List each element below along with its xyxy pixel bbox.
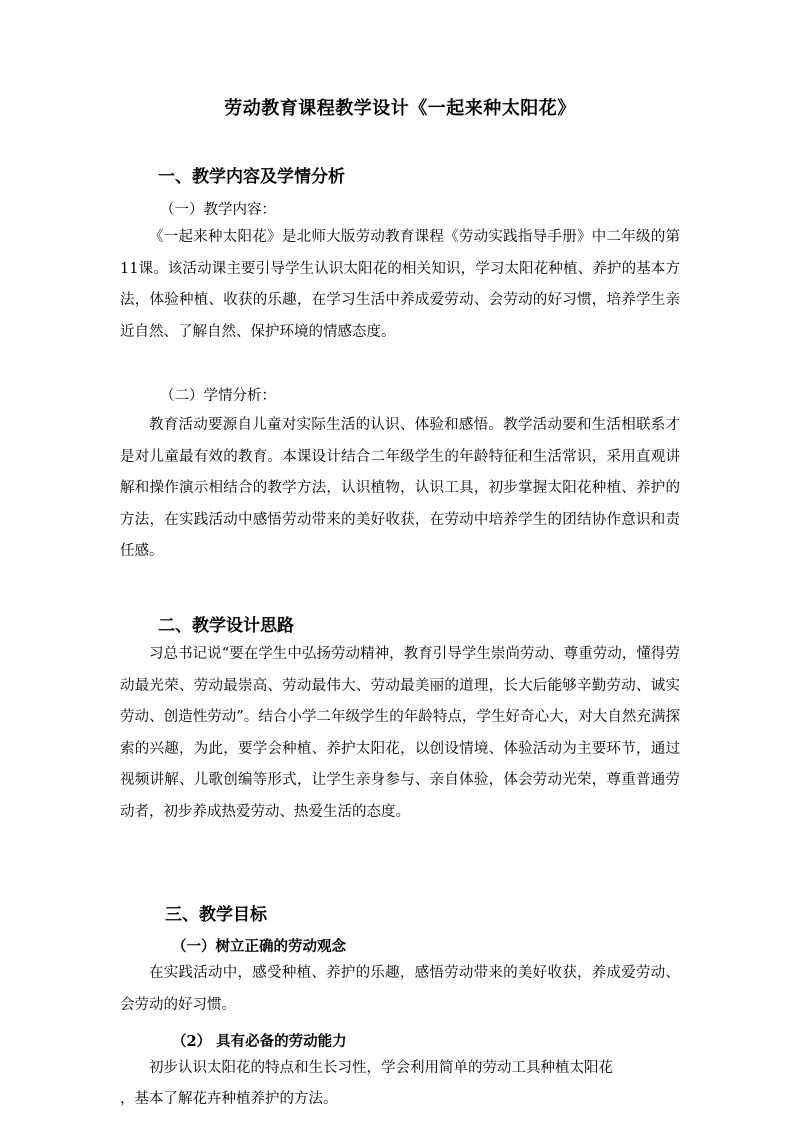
subheading-labor-ability: （2） 具有必备的劳动能力 — [172, 1033, 347, 1050]
paragraph-design-idea: 习总书记说“要在学生中弘扬劳动精神，教育引导学生崇尚劳动、尊重劳动，懂得劳动最光荣、劳动最崇高、劳动最伟大、劳动最美丽的道理，长大后能够辛勤劳动、诚实劳动、创造性劳动”。结合小学二年级学生的年龄特点，学生好奇心大，对大自然充满探索的兴趣，为此，要学会种植、养护太阳花，以创设情境、体验活动为主要环节，通过视频讲解、儿歌创编等形式，让学生亲身参与、亲自体验，体会劳动光荣，尊重普通劳动者，初步养成热爱劳动、热爱生活的态度。 — [120, 646, 680, 820]
paragraph-teaching-content: 《一起来种太阳花》是北师大版劳动教育课程《劳动实践指导手册》中二年级的第11课。该活动课主要引导学生认识太阳花的相关知识，学习太阳花种植、养护的基本方法，体验种植、收获的乐趣，在学习生活中养成爱劳动、会劳动的好习惯，培养学生亲近自然、了解自然、保护环境的情感态度。 — [120, 229, 680, 340]
paragraph-labor-concept: 在实践活动中，感受种植、养护的乐趣，感悟劳动带来的美好收获，养成爱劳动、会劳动的好习惯。 — [120, 965, 680, 1013]
section-heading-design-idea: 二、教学设计思路 — [158, 616, 294, 636]
section-heading-content-analysis: 一、教学内容及学情分析 — [158, 167, 345, 187]
subheading-teaching-content: （一）教学内容： — [160, 202, 276, 218]
subheading-student-analysis: （二）学情分析： — [160, 388, 276, 404]
paragraph-student-analysis: 教育活动要源自儿童对实际生活的认识、体验和感悟。教学活动要和生活相联系才是对儿童最有效的教育。本课设计结合二年级学生的年龄特征和生活常识，采用直观讲解和操作演示相结合的教学方法，认识植物，认识工具，初步掌握太阳花种植、养护的方法，在实践活动中感悟劳动带来的美好收获，在劳动中培养学生的团结协作意识和责任感。 — [120, 417, 680, 559]
paragraph-labor-ability-line2: ，基本了解花卉种植养护的方法。 — [120, 1091, 338, 1107]
document-title: 劳动教育课程教学设计《一起来种太阳花》 — [224, 98, 576, 119]
subheading-labor-concept: （一）树立正确的劳动观念 — [172, 938, 346, 955]
section-heading-teaching-goals: 三、教学目标 — [165, 905, 267, 925]
paragraph-labor-ability-line1: 初步认识太阳花的特点和生长习性，学会利用简单的劳动工具种植太阳花 — [149, 1060, 613, 1076]
